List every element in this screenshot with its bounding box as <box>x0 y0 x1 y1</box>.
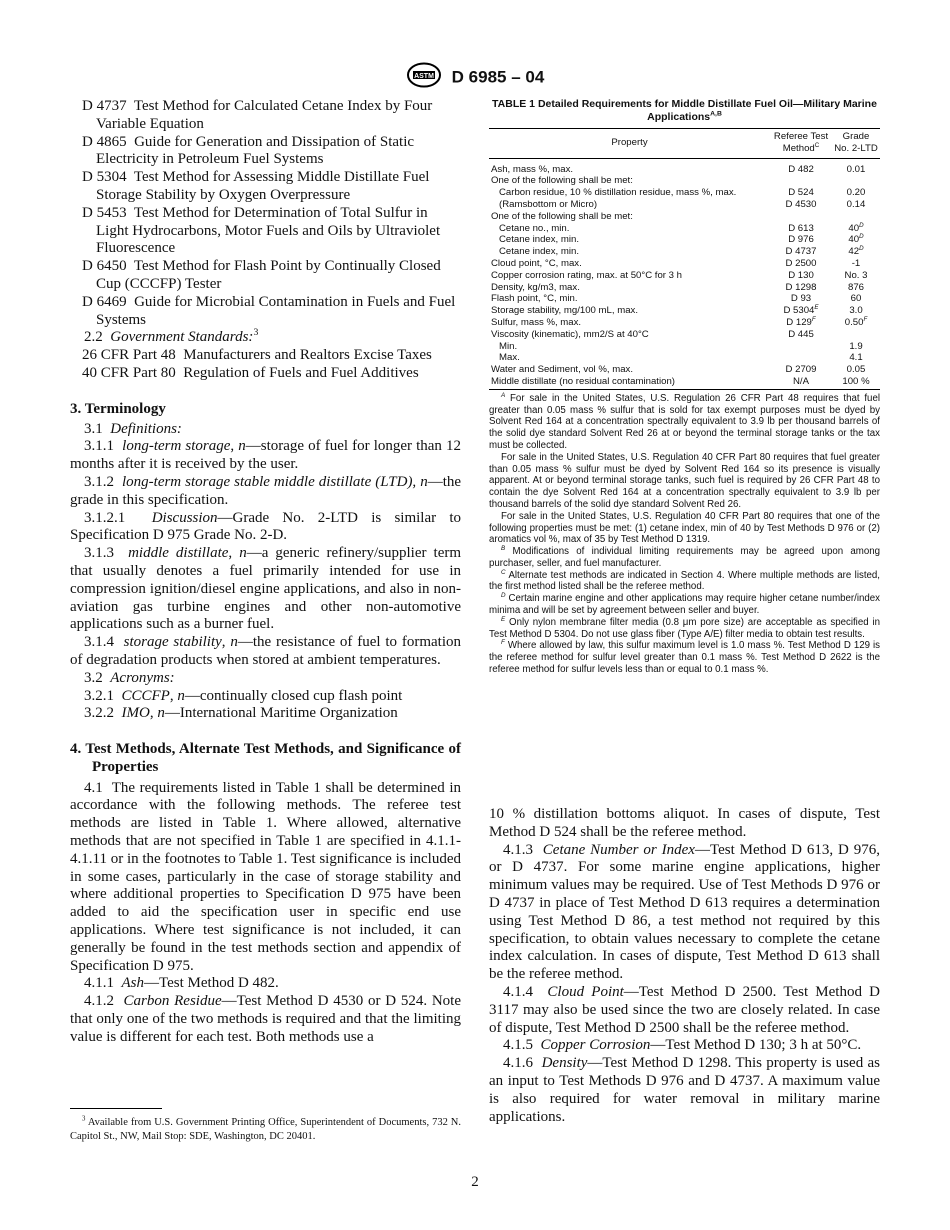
table-title: TABLE 1 Detailed Requirements for Middle Distillate Fuel Oil—Military Marine Applications$^{A,B}$ <box>492 98 877 123</box>
cell-method <box>770 352 832 364</box>
column-header-property: Property <box>489 129 770 159</box>
cell-grade <box>832 211 880 223</box>
table-row <box>489 293 880 305</box>
requirements-table <box>489 128 880 390</box>
cell-property: One of the following shall be met: <box>491 175 633 187</box>
cell-method: D $129^F$ <box>786 315 816 328</box>
definition-paragraph: 3.1.2 long-term storage stable middle distillate (LTD), n—the grade in this specification. <box>70 473 462 508</box>
table-row <box>489 329 880 341</box>
table-footnote: $^D$ Certain marine engine and other applications may require higher cetane number/index minima and will be set by agreement between seller and buyer. <box>489 592 880 617</box>
table-footnote: $^C$ Alternate test methods are indicated in Section 4. Where multiple methods are listed, the first method listed shall be the referee method. <box>489 568 880 593</box>
cell-grade: 4.1 <box>849 352 863 364</box>
cell-grade: 3.0 <box>849 305 863 317</box>
footnote-divider <box>70 1108 162 1109</box>
table-footnote: $^A$ For sale in the United States, U.S. Regulation 26 CFR Part 48 requires that fuel greater than 0.05 mass % sulfur that is sold for tax exempt purposes must be dyed by Solvent Red 164 at a concentration spectrally equivalent to 3.9 lb per thousand barrels of the solid dye standard Solvent Red 26 at or beyond the terminal storage tanks or the tax must be collected. <box>489 391 880 451</box>
cell-property: Cloud point, °C, max. <box>491 257 582 269</box>
cell-grade: 60 <box>850 293 862 305</box>
cell-property: Cetane index, min. <box>499 234 579 246</box>
table-row <box>489 341 880 353</box>
cell-grade: $40^D$ <box>848 233 864 246</box>
cell-method: D 93 <box>790 293 812 305</box>
cell-method: D 482 <box>788 163 814 175</box>
document-code: D 6985 – 04 <box>451 67 545 87</box>
reference-item: 26 CFR Part 48 Manufacturers and Realtors Excise Taxes <box>82 347 432 364</box>
right-column <box>489 806 880 1126</box>
cell-grade <box>832 175 880 187</box>
page-number: 2 <box>471 1174 479 1190</box>
reference-item: D 6450 Test Method for Flash Point by Continually Closed Cup (CCCFP) Tester <box>82 258 441 292</box>
cell-method: D 613 <box>788 222 814 234</box>
definition-paragraph: 3.1.3 middle distillate, n—a generic refinery/supplier term that usually denotes a fuel primarily intended for use in compression ignition/diesel engine applications, and also in non-aviation gas turbine engines and other non-automotive applications such as a burner fuel. <box>70 545 462 633</box>
cell-property: Min. <box>499 340 518 352</box>
section-heading-terminology: 3. Terminology <box>70 400 166 417</box>
cell-method: D 445 <box>788 328 814 340</box>
left-column <box>70 98 461 1047</box>
reference-item: D 4737 Test Method for Calculated Cetane Index by Four Variable Equation <box>82 98 433 132</box>
cell-grade: 0.14 <box>846 198 866 210</box>
svg-text:ASTM: ASTM <box>413 72 434 80</box>
table-row <box>489 258 880 270</box>
table-row <box>489 282 880 294</box>
cell-grade: 876 <box>847 281 864 293</box>
body-paragraph: 4.1.6 Density—Test Method D 1298. This property is used as an input to Test Methods D 976 and D 4737. A maximum value is also required for water removal in military marine applications. <box>489 1055 881 1125</box>
cell-grade: 0.01 <box>846 163 866 175</box>
table-footnote: For sale in the United States, U.S. Regulation 40 CFR Part 80 requires that one of the following properties must be met: (1) cetane index, min of 40 by Test Methods D 976 or (2) aromatics vol %, max of 35 by Test Method D 1319. <box>489 510 880 546</box>
cell-property: Copper corrosion rating, max. at 50°C for 3 h <box>491 269 683 281</box>
table-footnote: $^F$ Where allowed by law, this sulfur maximum level is 1.0 mass %. Test Method D 129 is the referee method for sulfur level greater than 0.1 mass %. Test Method D 2622 is the referee method for sulfur levels less than or equal to 0.1 mass %. <box>489 639 880 676</box>
cell-method <box>770 175 832 187</box>
cell-grade: $42^D$ <box>848 244 864 258</box>
cell-method: D 976 <box>788 234 814 246</box>
cell-property: Storage stability, mg/100 mL, max. <box>491 305 638 317</box>
cell-method: D $5304^E$ <box>783 303 819 317</box>
table-row <box>489 305 880 317</box>
table-row <box>489 317 880 329</box>
table-row <box>489 175 880 187</box>
body-paragraph: 4.1 The requirements listed in Table 1 shall be determined in accordance with the following methods. The referee test methods are listed in Table 1. Where allowed, alternative methods that are not specified in Table 1 are specified in 4.1.1-4.1.11 or in the footnotes to Table 1. Test significance is included in some cases, particularly in the case of storage stability and where additional properties to Specification D 975 have been added to aid the specification user in specific end use applications. Where test significance is not included, it can generally be found in the test methods section and appendix of Specification D 975. <box>70 779 461 974</box>
cell-property: Viscosity (kinematic), mm2/S at 40°C <box>491 328 649 340</box>
reference-item: D 5453 Test Method for Determination of Total Sulfur in Light Hydrocarbons, Motor Fuels and Oils by Ultraviolet Fluorescence <box>82 204 441 257</box>
table-row <box>489 158 880 175</box>
definition-paragraph: 3.1.4 storage stability, n—the resistance of fuel to formation of degradation products when stored at ambient temperatures. <box>70 634 461 668</box>
table-row <box>489 270 880 282</box>
definitions-heading: 3.1 Definitions: <box>84 420 182 437</box>
body-paragraph: 4.1.2 Carbon Residue—Test Method D 4530 or D 524. Note that only one of the two methods is required and that the limiting value is different for each test. Both methods use a <box>70 993 461 1045</box>
cell-method: D 2500 <box>785 257 817 269</box>
cell-method: D 4737 <box>785 246 817 258</box>
table-footnote: $^B$ Modifications of individual limiting requirements may be agreed upon among purchaser, seller, and fuel manufacturer. <box>489 544 880 569</box>
cell-property: Carbon residue, 10 % distillation residue, mass %, max. <box>499 187 737 199</box>
table-row <box>489 234 880 246</box>
cell-method <box>770 341 832 353</box>
reference-item: D 4865 Guide for Generation and Dissipation of Static Electricity in Petroleum Fuel Systems <box>82 133 415 168</box>
reference-item: 40 CFR Part 80 Regulation of Fuels and Fuel Additives <box>82 364 419 381</box>
cell-method <box>770 211 832 223</box>
acronym-paragraph: 3.2.2 IMO, n—International Maritime Organization <box>84 705 398 722</box>
cell-property: (Ramsbottom or Micro) <box>499 198 598 210</box>
cell-property: Flash point, °C, min. <box>491 293 578 305</box>
acronyms-heading: 3.2 Acronyms: <box>84 669 175 686</box>
cell-property: Cetane index, min. <box>499 246 579 258</box>
cell-method: N/A <box>770 376 832 389</box>
table-row <box>489 376 880 389</box>
cell-property: Middle distillate (no residual contamination) <box>489 376 770 389</box>
body-paragraph: 4.1.1 Ash—Test Method D 482. <box>84 975 279 992</box>
astm-logo-icon <box>406 62 442 93</box>
table-footnotes <box>489 393 880 676</box>
cell-method: D 1298 <box>785 281 817 293</box>
cell-grade: $40^D$ <box>848 221 864 234</box>
cell-grade: 0.20 <box>846 187 866 199</box>
cell-grade <box>832 329 880 341</box>
cell-grade: 1.9 <box>849 340 863 352</box>
column-header-grade: Grade No. 2-LTD <box>832 129 880 159</box>
table-1-block <box>489 98 880 676</box>
discussion-paragraph: 3.1.2.1 Discussion—Grade No. 2-LTD is similar to Specification D 975 Grade No. 2-D. <box>70 509 461 544</box>
table-row <box>489 352 880 364</box>
table-row <box>489 246 880 258</box>
cell-property: One of the following shall be met: <box>491 210 633 222</box>
body-paragraph: 4.1.4 Cloud Point—Test Method D 2500. Test Method D 3117 may also be used since the two are closely related. In case of dispute, Test Method D 2500 shall be the referee method. <box>489 983 881 1036</box>
cell-grade: -1 <box>851 257 861 269</box>
acronym-paragraph: 3.2.1 CCCFP, n—continually closed cup flash point <box>84 687 403 704</box>
cell-grade: $0.50^F$ <box>844 315 868 328</box>
cell-method: D 130 <box>788 269 814 281</box>
cell-method: D 524 <box>788 187 814 199</box>
cell-property: Max. <box>499 352 520 364</box>
page-header <box>0 62 950 93</box>
body-paragraph: 4.1.3 Cetane Number or Index—Test Method D 613, D 976, or D 4737. For some marine engine applications, higher minimum values may be required. Use of Test Methods D 976 or D 4737 in place of Test Method D 613 requires a determination using Test Method D 86, a test method not required by this specification, to obtain values necessary to complete the cetane index calculation. In cases of dispute, Test Method D 613 shall be the referee method. <box>489 841 881 983</box>
cell-property: Sulfur, mass %, max. <box>491 316 582 328</box>
cell-grade: 0.05 <box>846 364 866 376</box>
cell-property: Water and Sediment, vol %, max. <box>491 364 634 376</box>
table-row <box>489 223 880 235</box>
table-row <box>489 199 880 211</box>
table-row <box>489 211 880 223</box>
table-footnote: For sale in the United States, U.S. Regulation 40 CFR Part 80 requires that fuel greater than 0.05 mass % sulfur must be dyed by Solvent Red 164 so its presence is visually apparent. At or beyond terminal storage tanks, such fuel is required by 26 CFR Part 48 to contain the dye Solvent Red 164 at a concentration spectrally equivalent to 3.9 lb per thousand barrels of the solid dye standard Solvent Red 26. <box>489 451 880 510</box>
definition-paragraph: 3.1.1 long-term storage, n—storage of fuel for longer than 12 months after it is received by the user. <box>70 438 462 473</box>
cell-method: D 4530 <box>785 198 817 210</box>
section-heading-test-methods: 4. Test Methods, Alternate Test Methods, and Significance of Properties <box>70 741 461 775</box>
body-paragraph: 10 % distillation bottoms aliquot. In cases of dispute, Test Method D 524 shall be the referee method. <box>489 806 880 840</box>
cell-grade: 100 % <box>832 376 880 389</box>
cell-property: Cetane no., min. <box>499 222 570 234</box>
table-row <box>489 364 880 376</box>
cell-property: Density, kg/m3, max. <box>491 281 580 293</box>
cell-property: Ash, mass %, max. <box>491 163 574 175</box>
reference-item: D 6469 Guide for Microbial Contamination in Fuels and Fuel Systems <box>82 293 456 328</box>
cell-grade: No. 3 <box>844 269 868 281</box>
government-standards-heading: 2.2 Government Standards:$^3$ <box>84 327 259 346</box>
table-row <box>489 187 880 199</box>
page-footnote: $^3$ Available from U.S. Government Printing Office, Superintendent of Documents, 732 N. Capitol St., NW, Mail Stop: SDE, Washington, DC 20401. <box>70 1115 461 1142</box>
reference-item: D 5304 Test Method for Assessing Middle Distillate Fuel Storage Stability by Oxygen Overpressure <box>82 169 430 203</box>
column-header-method: Referee Test Method$^C$ <box>770 129 832 159</box>
table-footnote: $^E$ Only nylon membrane filter media (0.8 μm pore size) are acceptable as specified in Test Method D 5304. Do not use glass fiber (Type A/E) filter media to obtain test results. <box>489 615 880 640</box>
cell-method: D 2709 <box>785 364 817 376</box>
body-paragraph: 4.1.5 Copper Corrosion—Test Method D 130; 3 h at 50°C. <box>503 1037 862 1054</box>
